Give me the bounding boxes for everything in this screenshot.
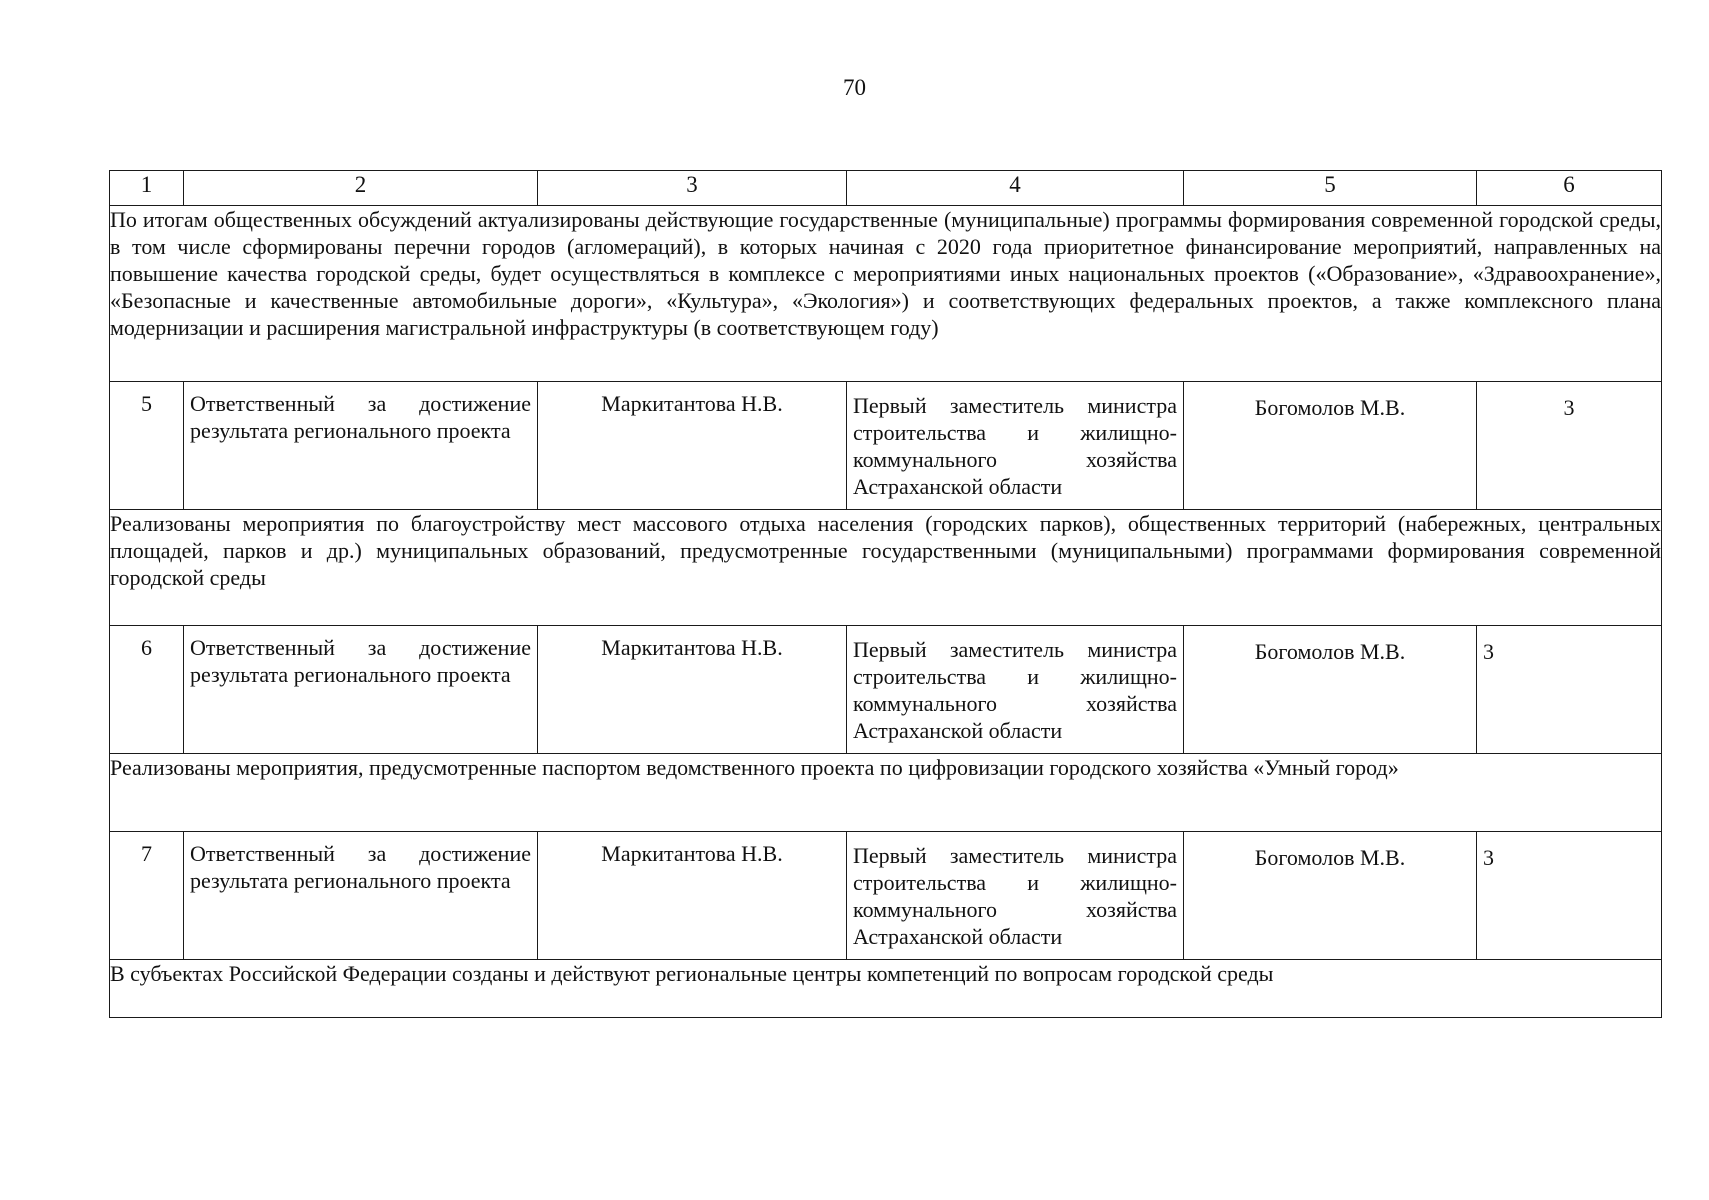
- value-cell: 3: [1477, 382, 1662, 510]
- result-description-row: [110, 206, 1662, 382]
- supervisor-name: Богомолов М.В.: [1184, 626, 1477, 754]
- result-description: По итогам общественных обсуждений актуализированы действующие государственные (муниципальные) программы формирования современной городской среды, в том числе сформированы перечни городов (агломераций), в которых начиная с 2020 года приоритетное финансирование мероприятий, направленных на повышение качества городской среды, будет осуществляться в комплексе с мероприятиями иных национальных проектов («Образование», «Здравоохранение», «Безопасные и качественные автомобильные дороги», «Культура», «Экология») и соответствующих федеральных проектов, а также комплексного плана модернизации и расширения магистральной инфраструктуры (в соответствующем году): [110, 206, 1662, 382]
- responsible-name: Маркитантова Н.В.: [538, 832, 847, 960]
- supervisor-name: Богомолов М.В.: [1184, 832, 1477, 960]
- position-cell: Первый заместитель министра строительства и жилищно-коммунального хозяйства Астраханской области: [847, 626, 1184, 754]
- value-cell: 3: [1477, 626, 1662, 754]
- result-description: Реализованы мероприятия по благоустройству мест массового отдыха населения (городских парков), общественных территорий (набережных, центральных площадей, парков и др.) муниципальных образований, предусмотренные государственными (муниципальными) программами формирования современной городской среды: [110, 510, 1662, 626]
- result-description-row: [110, 960, 1662, 1018]
- table-row: [110, 832, 1662, 960]
- role-cell: Ответственный за достижение результата регионального проекта: [184, 626, 538, 754]
- role-cell: Ответственный за достижение результата регионального проекта: [184, 832, 538, 960]
- responsible-name: Маркитантова Н.В.: [538, 626, 847, 754]
- row-number: 7: [110, 832, 184, 960]
- column-number-4: 4: [847, 171, 1184, 206]
- value-cell: 3: [1477, 832, 1662, 960]
- column-number-2: 2: [184, 171, 538, 206]
- page-number: 70: [843, 75, 866, 100]
- role-cell: Ответственный за достижение результата регионального проекта: [184, 382, 538, 510]
- responsibility-table: [109, 170, 1662, 1018]
- supervisor-name: Богомолов М.В.: [1184, 382, 1477, 510]
- table-row: [110, 382, 1662, 510]
- row-number: 6: [110, 626, 184, 754]
- position-cell: Первый заместитель министра строительства и жилищно-коммунального хозяйства Астраханской области: [847, 382, 1184, 510]
- responsible-name: Маркитантова Н.В.: [538, 382, 847, 510]
- column-number-1: 1: [110, 171, 184, 206]
- column-number-3: 3: [538, 171, 847, 206]
- result-description: В субъектах Российской Федерации созданы и действуют региональные центры компетенций по вопросам городской среды: [110, 960, 1662, 1018]
- column-number-5: 5: [1184, 171, 1477, 206]
- result-description-row: [110, 510, 1662, 626]
- table-header-row: [110, 171, 1662, 206]
- column-number-6: 6: [1477, 171, 1662, 206]
- table-row: [110, 626, 1662, 754]
- result-description-row: [110, 754, 1662, 832]
- result-description: Реализованы мероприятия, предусмотренные паспортом ведомственного проекта по цифровизации городского хозяйства «Умный город»: [110, 754, 1662, 832]
- position-cell: Первый заместитель министра строительства и жилищно-коммунального хозяйства Астраханской области: [847, 832, 1184, 960]
- row-number: 5: [110, 382, 184, 510]
